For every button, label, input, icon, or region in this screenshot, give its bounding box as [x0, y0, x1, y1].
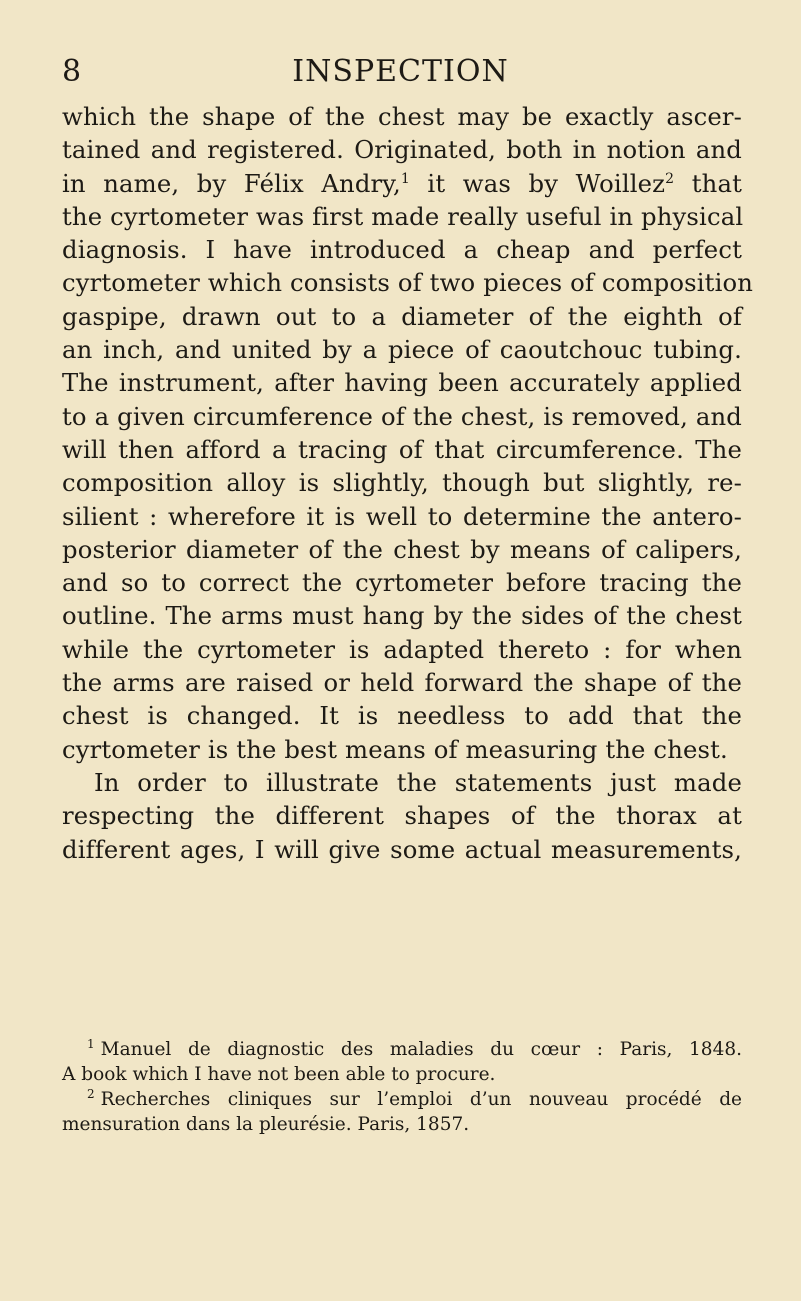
text-line: will then afford a tracing of that circumference. The — [62, 434, 742, 464]
page-header — [0, 54, 801, 94]
text-line: an inch, and united by a piece of caoutchouc tubing. — [62, 335, 742, 365]
footnote-2-line — [62, 1087, 742, 1112]
footnote-1-line: A book which I have not been able to procure. — [62, 1064, 496, 1085]
text-line: cyrtometer is the best means of measuring the chest. — [62, 734, 728, 764]
footnote-mark: 1 — [87, 1036, 95, 1051]
text-line: respecting the different shapes of the thorax at — [62, 801, 742, 831]
text-line: tained and registered. Originated, both in notion and — [62, 135, 742, 165]
text-line: the arms are raised or held forward the shape of the — [62, 668, 742, 698]
footnote-ref-2: 2 — [665, 170, 675, 187]
text-line: silient : wherefore it is well to determine the antero- — [62, 501, 742, 531]
text-line-with-footnote-refs — [62, 167, 742, 200]
footnote-mark: 2 — [87, 1086, 95, 1101]
text-line: chest is changed. It is needless to add that the — [62, 701, 742, 731]
footnote-2-line: mensuration dans la pleurésie. Paris, 1857. — [62, 1114, 470, 1135]
running-head: INSPECTION — [292, 54, 509, 89]
text-fragment: in name, by Félix Andry, — [62, 168, 401, 198]
text-line: outline. The arms must hang by the sides of the chest — [62, 601, 742, 631]
footnote-ref-1: 1 — [400, 170, 410, 187]
text-line: The instrument, after having been accurately applied — [62, 368, 742, 398]
text-line: posterior diameter of the chest by means of calipers, — [62, 534, 742, 564]
text-fragment: that — [674, 168, 742, 198]
paragraph-start-line: In order to illustrate the statements just made — [94, 767, 742, 797]
footnote-text: Recherches cliniques sur l’emploi d’un nouveau procédé de — [100, 1089, 742, 1110]
footnotes — [62, 1037, 742, 1137]
text-line: the cyrtometer was first made really useful in physical — [62, 201, 744, 231]
text-line: different ages, I will give some actual measurements, — [62, 834, 742, 864]
text-line: composition alloy is slightly, though but slightly, re- — [62, 468, 742, 498]
text-line: to a given circumference of the chest, is removed, and — [62, 401, 742, 431]
text-line: and so to correct the cyrtometer before tracing the — [62, 568, 742, 598]
text-line: cyrtometer which consists of two pieces of composition — [62, 268, 754, 298]
footnote-text: Manuel de diagnostic des maladies du cœur : Paris, 1848. — [100, 1039, 742, 1060]
footnote-1-line — [62, 1037, 742, 1062]
text-fragment: it was by Woillez — [409, 168, 666, 198]
text-line: diagnosis. I have introduced a cheap and perfect — [62, 235, 742, 265]
text-line: which the shape of the chest may be exactly ascer- — [62, 102, 742, 131]
text-line: gaspipe, drawn out to a diameter of the eighth of — [62, 301, 742, 331]
text-line: while the cyrtometer is adapted thereto : for when — [62, 634, 742, 664]
body-text — [62, 100, 754, 866]
page-number: 8 — [62, 54, 82, 89]
